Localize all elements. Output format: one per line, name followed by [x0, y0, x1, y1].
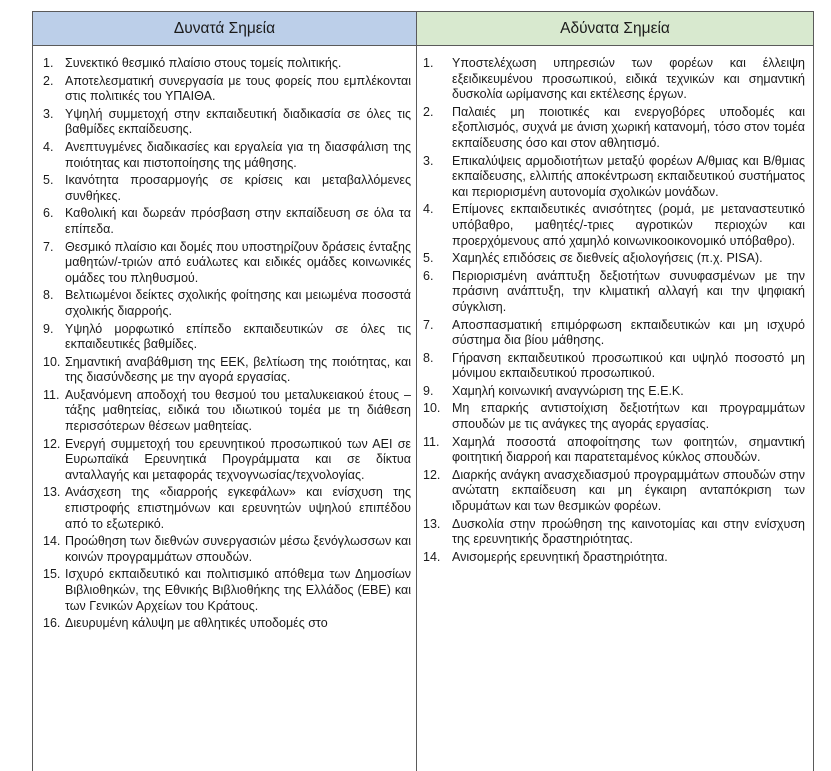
strength-item: [43, 140, 411, 171]
weakness-item-text: Γήρανση εκπαιδευτικού προσωπικού και υψηλό ποσοστό μη μόνιμου εκπαιδευτικού προσωπικού.: [452, 351, 805, 382]
strength-item: [43, 56, 411, 72]
strength-item-number: 1.: [43, 56, 65, 72]
weakness-item-number: 5.: [423, 251, 452, 267]
strength-item-text: Ανάσχεση της «διαρροής εγκεφάλων» και ενίσχυση της επιστροφής επιστημόνων και ερευνητών υψηλού επιπέδου από το εξωτερικό.: [65, 485, 411, 532]
weakness-item-number: 12.: [423, 468, 452, 515]
weakness-item: [423, 435, 805, 466]
weakness-item: [423, 351, 805, 382]
weakness-item-text: Επικαλύψεις αρμοδιοτήτων μεταξύ φορέων Α/θμιας και Β/θμιας εκπαίδευσης, ελλιπής αποκέντρωση εκπαιδευτικού συστήματος και περιορισμένη αυτονομία σχολικών μονάδων.: [452, 154, 805, 201]
strength-item-number: 3.: [43, 107, 65, 138]
weakness-item-text: Υποστελέχωση υπηρεσιών των φορέων και έλλειψη εξειδικευμένου προσωπικού, ειδικά τεχνικών και σημαντική δυσκολία ωρίμανσης και εκτέλεσης έργων.: [452, 56, 805, 103]
strength-item-number: 12.: [43, 437, 65, 484]
weakness-item-text: Χαμηλές επιδόσεις σε διεθνείς αξιολογήσεις (π.χ. PISA).: [452, 251, 805, 267]
strength-item-number: 2.: [43, 74, 65, 105]
weakness-item: [423, 401, 805, 432]
strength-item-text: Ανεπτυγμένες διαδικασίες και εργαλεία για τη διασφάλιση της ποιότητας και πιστοποίησης της μάθησης.: [65, 140, 411, 171]
weakness-item: [423, 384, 805, 400]
content-row: [33, 46, 814, 771]
strength-item-text: Σημαντική αναβάθμιση της ΕΕΚ, βελτίωση της ποιότητας, και της διασύνδεσης με την αγορά εργασίας.: [65, 355, 411, 386]
weakness-item: [423, 269, 805, 316]
strength-item: [43, 437, 411, 484]
strength-item: [43, 388, 411, 435]
weakness-item-text: Ανισομερής ερευνητική δραστηριότητα.: [452, 550, 805, 566]
strength-item-number: 4.: [43, 140, 65, 171]
strength-item-text: Συνεκτικό θεσμικό πλαίσιο στους τομείς πολιτικής.: [65, 56, 411, 72]
strength-item: [43, 107, 411, 138]
strength-item-number: 7.: [43, 240, 65, 287]
strength-item-text: Βελτιωμένοι δείκτες σχολικής φοίτησης και μειωμένα ποσοστά σχολικής διαρροής.: [65, 288, 411, 319]
strength-item: [43, 173, 411, 204]
strength-item: [43, 206, 411, 237]
strength-item-text: Προώθηση των διεθνών συνεργασιών μέσω ξενόγλωσσων και κοινών προγραμμάτων σπουδών.: [65, 534, 411, 565]
weakness-item: [423, 251, 805, 267]
strength-item-number: 14.: [43, 534, 65, 565]
weakness-item-text: Επίμονες εκπαιδευτικές ανισότητες (ρομά, με μεταναστευτικό υπόβαθρο, μαθητές/-τριες αγροτικών περιοχών και προερχόμενους από χαμηλό κοινωνικοοικονομικό υπόβαθρο).: [452, 202, 805, 249]
weakness-item-number: 9.: [423, 384, 452, 400]
swot-table-container: [32, 11, 813, 769]
strength-item: [43, 322, 411, 353]
strength-item: [43, 567, 411, 614]
strength-item: [43, 485, 411, 532]
weakness-item: [423, 550, 805, 566]
weakness-item-text: Παλαιές μη ποιοτικές και ενεργοβόρες υποδομές και εξοπλισμός, συχνά με άνιση χωρική κατανομή, τόσο στον τομέα εκπαίδευσης όσο και στον αθλητισμό.: [452, 105, 805, 152]
weakness-item-number: 4.: [423, 202, 452, 249]
weakness-item-number: 1.: [423, 56, 452, 103]
swot-table: [32, 11, 814, 771]
weakness-item: [423, 517, 805, 548]
strength-item: [43, 240, 411, 287]
strength-item-number: 10.: [43, 355, 65, 386]
strength-item-text: Αποτελεσματική συνεργασία με τους φορείς που εμπλέκονται στις πολιτικές του ΥΠΑΙΘΑ.: [65, 74, 411, 105]
strength-item-text: Θεσμικό πλαίσιο και δομές που υποστηρίζουν δράσεις ένταξης μαθητών/-τριών από ευάλωτες και ειδικές ομάδες κοινωνικές ομάδες του πληθυσμού.: [65, 240, 411, 287]
strength-item: [43, 534, 411, 565]
strength-item: [43, 74, 411, 105]
strength-item: [43, 616, 411, 632]
weakness-item-number: 10.: [423, 401, 452, 432]
weakness-item-text: Διαρκής ανάγκη ανασχεδιασμού προγραμμάτων σπουδών στην ανώτατη εκπαίδευση και μη έγκαιρη ανταπόκριση των ιδρυμάτων και των θεσμικών φορέων.: [452, 468, 805, 515]
strength-item-number: 11.: [43, 388, 65, 435]
header-row: [33, 12, 814, 46]
weakness-item: [423, 56, 805, 103]
strength-item: [43, 355, 411, 386]
weakness-item-number: 6.: [423, 269, 452, 316]
strength-item-text: Υψηλό μορφωτικό επίπεδο εκπαιδευτικών σε όλες τις εκπαιδευτικές βαθμίδες.: [65, 322, 411, 353]
weakness-item-number: 8.: [423, 351, 452, 382]
weakness-item-text: Μη επαρκής αντιστοίχιση δεξιοτήτων και προγραμμάτων σπουδών με τις ανάγκες της αγοράς εργασίας.: [452, 401, 805, 432]
strengths-cell: [33, 46, 417, 771]
weakness-item-number: 2.: [423, 105, 452, 152]
strength-item-number: 8.: [43, 288, 65, 319]
weaknesses-cell: [417, 46, 814, 771]
weakness-item-text: Περιορισμένη ανάπτυξη δεξιοτήτων συνυφασμένων με την πράσινη ανάπτυξη, την κλιματική αλλαγή και την ψηφιακή σύγκλιση.: [452, 269, 805, 316]
weakness-item: [423, 154, 805, 201]
weakness-item-text: Δυσκολία στην προώθηση της καινοτομίας και στην ενίσχυση της ερευνητικής δραστηριότητας.: [452, 517, 805, 548]
strength-item-text: Διευρυμένη κάλυψη με αθλητικές υποδομές στο: [65, 616, 411, 632]
strengths-list: [33, 46, 416, 632]
strength-item-number: 9.: [43, 322, 65, 353]
weakness-item-number: 13.: [423, 517, 452, 548]
strength-item-text: Ισχυρό εκπαιδευτικό και πολιτισμικό απόθεμα των Δημοσίων Βιβλιοθηκών, της Εθνικής Βιβλιοθήκης της Ελλάδος (ΕΒΕ) και των Γενικών Αρχείων του Κράτους.: [65, 567, 411, 614]
weaknesses-list: [417, 46, 813, 565]
strength-item-text: Υψηλή συμμετοχή στην εκπαιδευτική διαδικασία σε όλες τις βαθμίδες εκπαίδευσης.: [65, 107, 411, 138]
strength-item-number: 13.: [43, 485, 65, 532]
weakness-item-number: 3.: [423, 154, 452, 201]
weaknesses-header: Αδύνατα Σημεία: [417, 12, 814, 46]
weakness-item-text: Αποσπασματική επιμόρφωση εκπαιδευτικών και μη ισχυρό σύστημα δια βίου μάθησης.: [452, 318, 805, 349]
strength-item-number: 5.: [43, 173, 65, 204]
weakness-item-number: 7.: [423, 318, 452, 349]
strength-item-number: 15.: [43, 567, 65, 614]
weakness-item: [423, 468, 805, 515]
weakness-item-text: Χαμηλή κοινωνική αναγνώριση της Ε.Ε.Κ.: [452, 384, 805, 400]
strength-item-number: 16.: [43, 616, 65, 632]
strengths-header: Δυνατά Σημεία: [33, 12, 417, 46]
strength-item-text: Αυξανόμενη αποδοχή του θεσμού του μεταλυκειακού έτους – τάξης μαθητείας, ειδικά του ιδιωτικού τομέα με τη διάθεση περισσότερων θέσεων μαθητείας.: [65, 388, 411, 435]
weakness-item: [423, 202, 805, 249]
strength-item-text: Καθολική και δωρεάν πρόσβαση στην εκπαίδευση σε όλα τα επίπεδα.: [65, 206, 411, 237]
strength-item: [43, 288, 411, 319]
weakness-item-number: 11.: [423, 435, 452, 466]
weakness-item-text: Χαμηλά ποσοστά αποφοίτησης των φοιτητών, σημαντική φοιτητική διαρροή και παρατεταμένος κύκλος σπουδών.: [452, 435, 805, 466]
weakness-item-number: 14.: [423, 550, 452, 566]
strength-item-number: 6.: [43, 206, 65, 237]
strength-item-text: Ικανότητα προσαρμογής σε κρίσεις και μεταβαλλόμενες συνθήκες.: [65, 173, 411, 204]
strength-item-text: Ενεργή συμμετοχή του ερευνητικού προσωπικού των ΑΕΙ σε Ευρωπαϊκά Ερευνητικά Προγράμματα και σε δίκτυα ανταλλαγής και μεταφοράς τεχνογνωσίας/τεχνολογίας.: [65, 437, 411, 484]
weakness-item: [423, 318, 805, 349]
weakness-item: [423, 105, 805, 152]
